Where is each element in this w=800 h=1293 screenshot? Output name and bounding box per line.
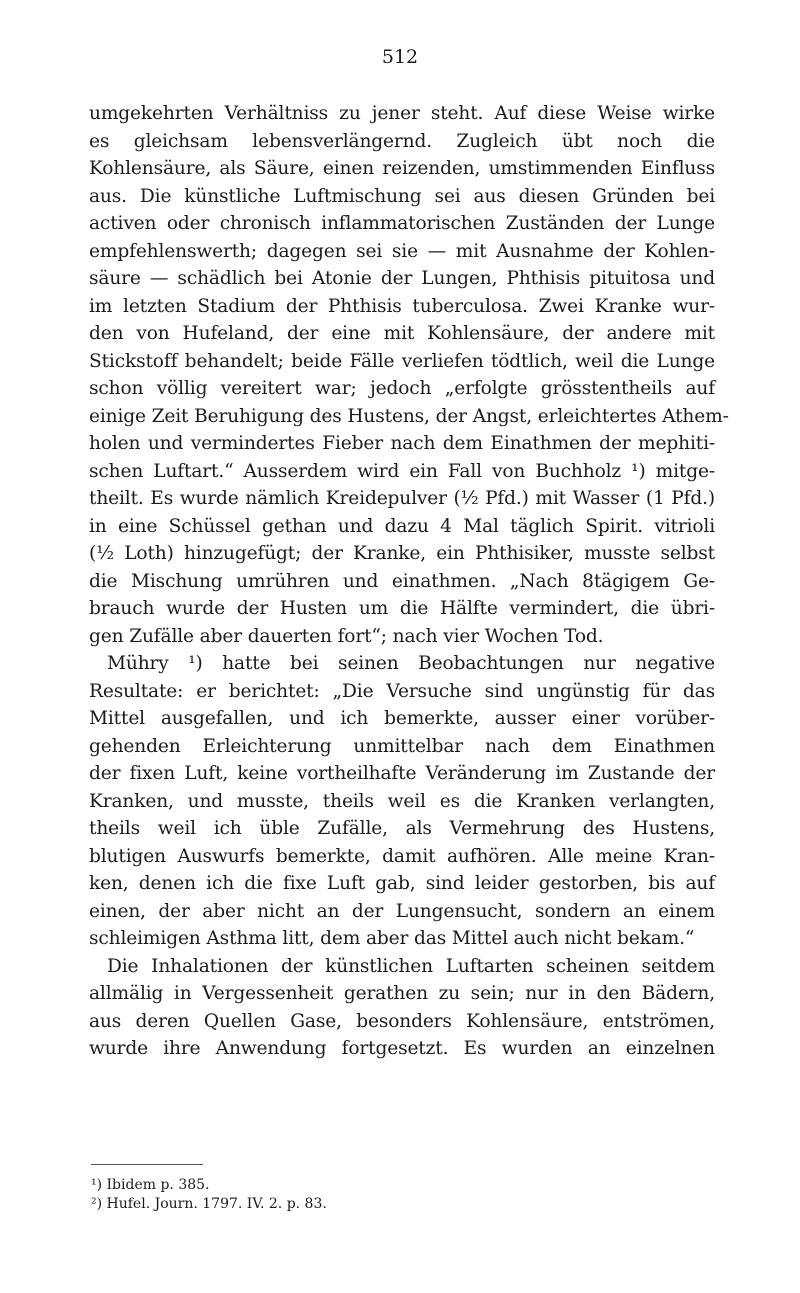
- text-line: Stickstoff behandelt; beide Fälle verliefen tödtlich, weil die Lunge: [89, 350, 715, 372]
- text-line: Die Inhalationen der künstlichen Luftarten scheinen seitdem: [107, 955, 715, 977]
- text-line: Resultate: er berichtet: „Die Versuche sind ungünstig für das: [89, 680, 715, 702]
- page-number: 512: [381, 46, 419, 68]
- body-text: [89, 100, 729, 1063]
- text-line: den von Hufeland, der eine mit Kohlensäure, der andere mit: [89, 323, 715, 344]
- text-line: in eine Schüssel gethan und dazu 4 Mal täglich Spirit. vitrioli: [89, 515, 715, 537]
- footnote: ²) Hufel. Journ. 1797. IV. 2. p. 83.: [91, 1196, 327, 1212]
- text-line: aus deren Quellen Gase, besonders Kohlensäure, entströmen,: [89, 1010, 715, 1032]
- footnotes: [91, 1176, 511, 1214]
- text-line: gehenden Erleichterung unmittelbar nach dem Einathmen: [89, 735, 715, 757]
- text-line: ken, denen ich die fixe Luft gab, sind leider gestorben, bis auf: [89, 873, 715, 894]
- text-line: empfehlenswerth; dagegen sei sie — mit Ausnahme der Kohlen-: [89, 240, 715, 262]
- text-line: schon völlig vereitert war; jedoch „erfolgte grösstentheils auf: [89, 378, 715, 399]
- text-line: die Mischung umrühren und einathmen. „Nach 8tägigem Ge-: [89, 570, 715, 592]
- text-line: Kohlensäure, als Säure, einen reizenden, umstimmenden Einfluss: [89, 158, 715, 179]
- text-line: wurde ihre Anwendung fortgesetzt. Es wurden an einzelnen: [89, 1038, 715, 1059]
- text-line: es gleichsam lebensverlängernd. Zugleich übt noch die: [89, 130, 715, 152]
- text-line: schleimigen Asthma litt, dem aber das Mittel auch nicht bekam.“: [89, 928, 695, 949]
- text-line: blutigen Auswurfs bemerkte, damit aufhören. Alle meine Kran-: [89, 845, 715, 867]
- footnote-separator: [91, 1164, 203, 1165]
- text-line: brauch wurde der Husten um die Hälfte vermindert, die übri-: [89, 598, 715, 619]
- text-line: Mittel ausgefallen, und ich bemerkte, ausser einer vorüber-: [89, 708, 715, 729]
- text-line: gen Zufälle aber dauerten fort“; nach vier Wochen Tod.: [89, 625, 604, 647]
- text-line: theils weil ich üble Zufälle, als Vermehrung des Hustens,: [89, 818, 715, 839]
- text-line: Mühry ¹) hatte bei seinen Beobachtungen nur negative: [107, 653, 715, 674]
- text-line: umgekehrten Verhältniss zu jener steht. Auf diese Weise wirke: [89, 103, 715, 124]
- text-line: der fixen Luft, keine vortheilhafte Veränderung im Zustande der: [89, 763, 715, 784]
- text-line: einen, der aber nicht an der Lungensucht, sondern an einem: [89, 900, 715, 922]
- text-line: holen und vermindertes Fieber nach dem Einathmen der mephiti-: [89, 433, 715, 454]
- text-line: schen Luftart.“ Ausserdem wird ein Fall von Buchholz ¹) mitge-: [89, 460, 715, 482]
- text-line: einige Zeit Beruhigung des Hustens, der Angst, erleichtertes Athem-: [89, 405, 729, 427]
- footnote: ¹) Ibidem p. 385.: [91, 1177, 210, 1193]
- text-line: theilt. Es wurde nämlich Kreidepulver (½ Pfd.) mit Wasser (1 Pfd.): [89, 488, 715, 509]
- text-line: Kranken, und musste, theils weil es die Kranken verlangten,: [89, 790, 715, 812]
- text-line: aus. Die künstliche Luftmischung sei aus diesen Gründen bei: [89, 185, 715, 207]
- text-line: allmälig in Vergessenheit gerathen zu sein; nur in den Bädern,: [89, 983, 715, 1004]
- text-line: activen oder chronisch inflammatorischen Zuständen der Lunge: [89, 213, 715, 234]
- text-line: im letzten Stadium der Phthisis tuberculosa. Zwei Kranke wur-: [89, 295, 715, 317]
- text-line: säure — schädlich bei Atonie der Lungen, Phthisis pituitosa und: [89, 268, 715, 289]
- text-line: (½ Loth) hinzugefügt; der Kranke, ein Phthisiker, musste selbst: [89, 543, 715, 564]
